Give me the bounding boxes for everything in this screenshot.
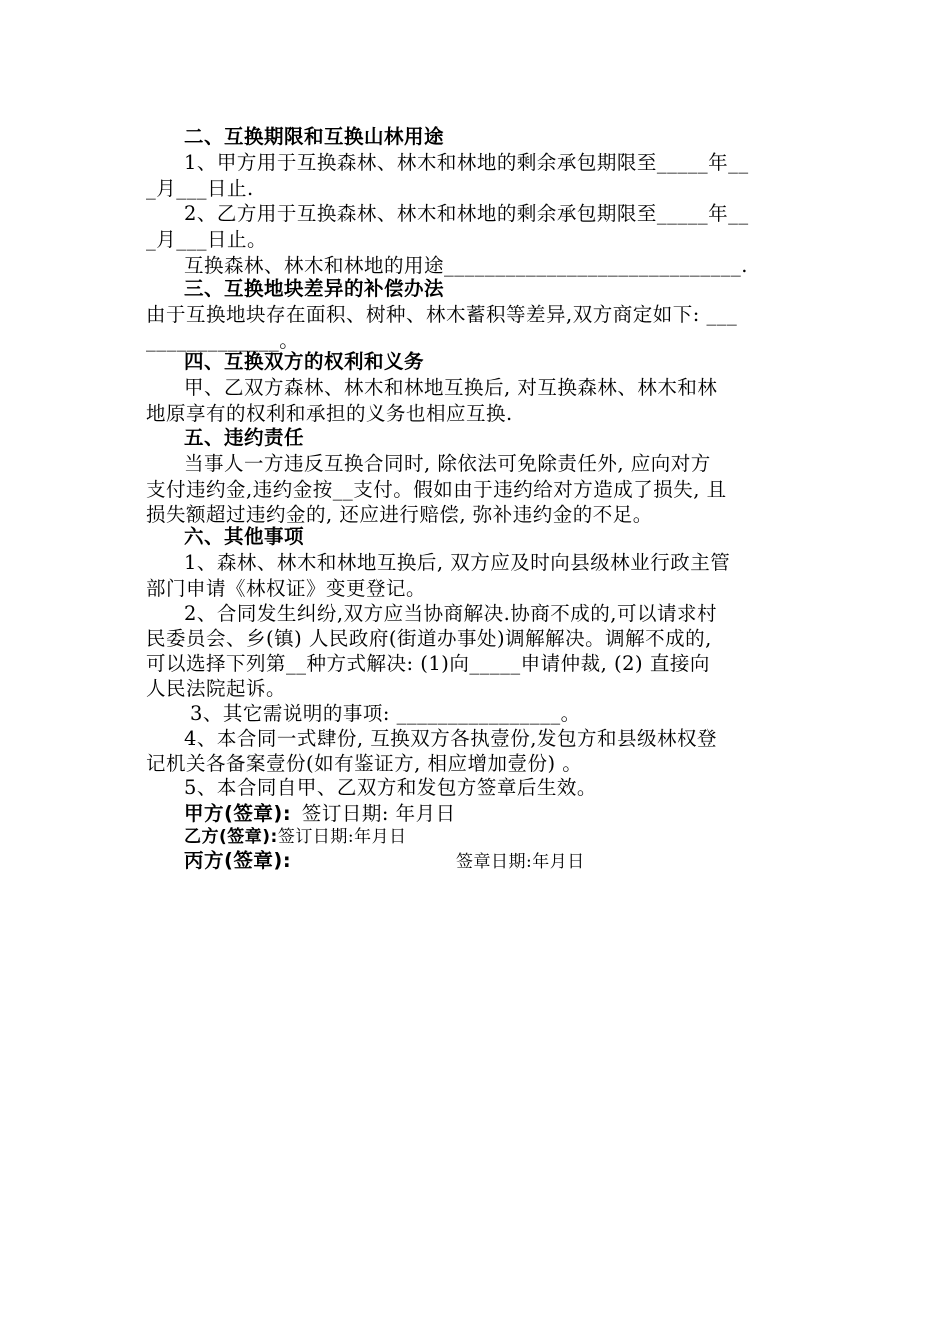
sec5-line3: 损失额超过违约金的, 还应进行赔偿, 弥补违约金的不足。 [146, 503, 653, 526]
sec2-item2-line2: _月___日止。 [146, 228, 268, 251]
sec6-item2-line2: 民委员会、乡(镇) 人民政府(街道办事处)调解解决。调解不成的, [146, 627, 712, 650]
party-a-date: 签订日期: 年月日 [301, 802, 456, 825]
party-b-date: 签订日期:年月日 [277, 827, 407, 847]
sec6-item5-line: 5、本合同自甲、乙双方和发包方签章后生效。 [184, 776, 597, 799]
sec3-line1: 由于互换地块存在面积、树种、林木蓄积等差异,双方商定如下: ___ [146, 303, 738, 326]
party-a-label: 甲方(签章): [184, 802, 292, 825]
sec4-line2: 地原享有的权利和承担的义务也相应互换. [146, 402, 513, 425]
sec2-item1-line1: 1、甲方用于互换森林、林木和林地的剩余承包期限至_____年__ [184, 151, 749, 174]
section-2-heading: 二、互换期限和互换山林用途 [184, 125, 445, 148]
sec2-usage-line: 互换森林、林木和林地的用途_____________________________. [184, 254, 748, 277]
party-b-label: 乙方(签章): [184, 827, 278, 847]
sec2-item2-line1: 2、乙方用于互换森林、林木和林地的剩余承包期限至_____年__ [184, 202, 749, 225]
section-4-heading: 四、互换双方的权利和义务 [184, 350, 425, 373]
sec3-line2: _____________。 [146, 329, 300, 352]
sec6-item1-line1: 1、森林、林木和林地互换后, 双方应及时向县级林业行政主管 [184, 551, 731, 574]
sec6-item3-line: 3、其它需说明的事项: ________________。 [190, 702, 581, 725]
section-6-heading: 六、其他事项 [184, 525, 305, 548]
sec6-item1-line2: 部门申请《林权证》变更登记。 [146, 577, 427, 600]
section-3-heading: 三、互换地块差异的补偿办法 [184, 277, 445, 300]
sec6-item2-line1: 2、合同发生纠纷,双方应当协商解决.协商不成的,可以请求村 [184, 602, 718, 625]
sec5-line2: 支付违约金,违约金按__支付。假如由于违约给对方造成了损失, 且 [146, 478, 727, 501]
sec6-item4-line2: 记机关各备案壹份(如有鉴证方, 相应增加壹份) 。 [146, 752, 583, 775]
sec6-item4-line1: 4、本合同一式肆份, 互换双方各执壹份,发包方和县级林权登 [184, 727, 718, 750]
signature-party-c [184, 848, 864, 874]
section-5-heading: 五、违约责任 [184, 426, 305, 449]
party-c-date: 签章日期:年月日 [456, 852, 585, 872]
sec6-item2-line3: 可以选择下列第__种方式解决: (1)向_____申请仲裁, (2) 直接向 [146, 652, 710, 675]
sec2-item1-line2: _月___日止. [146, 177, 254, 200]
sec6-item2-line4: 人民法院起诉。 [146, 677, 287, 700]
sec4-line1: 甲、乙双方森林、林木和林地互换后, 对互换森林、林木和林 [184, 376, 718, 399]
sec5-line1: 当事人一方违反互换合同时, 除依法可免除责任外, 应向对方 [184, 452, 711, 475]
signature-party-b [184, 824, 864, 850]
party-c-label: 丙方(签章): [184, 849, 292, 872]
